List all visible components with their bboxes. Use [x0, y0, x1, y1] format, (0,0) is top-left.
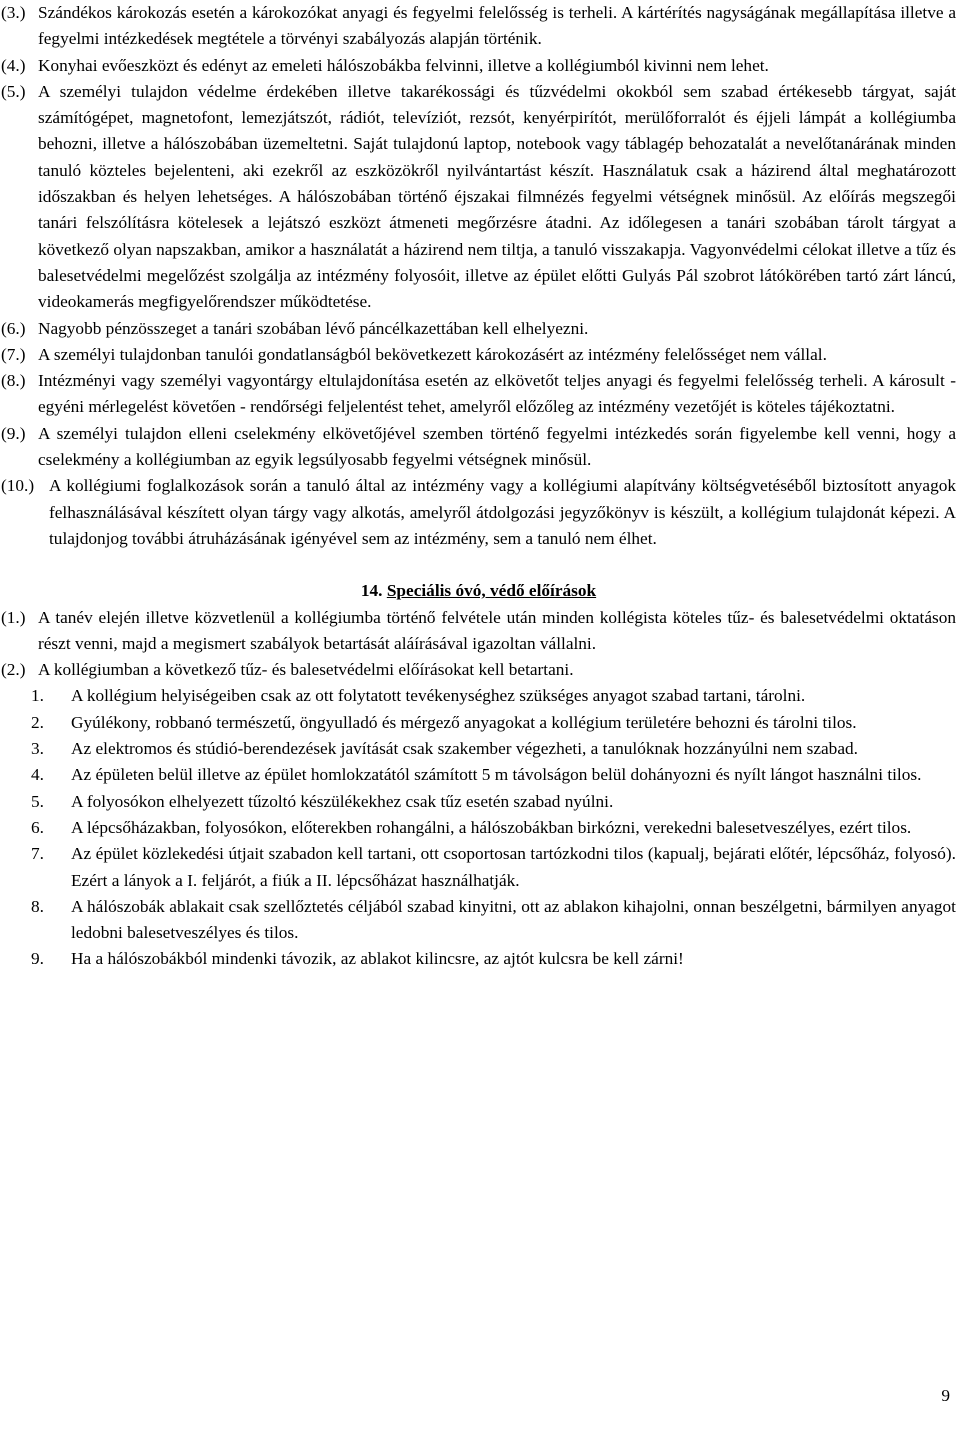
paragraph-1	[1, 605, 956, 658]
list-item-number: 2.	[31, 712, 44, 732]
list-item	[31, 736, 956, 762]
list-item	[31, 710, 956, 736]
list-item	[31, 894, 956, 947]
paragraph-number: (2.)	[1, 660, 26, 680]
list-item-text: A hálószobák ablakait csak szellőztetés céljából szabad kinyitni, ott az ablakon kihajolni, onnan beszélgetni, bármilyen anyagot ledobni balesetveszélyes és tilos.	[71, 896, 956, 943]
section-heading	[1, 578, 956, 604]
list-item-number: 8.	[31, 896, 44, 916]
paragraph-4	[1, 53, 956, 79]
paragraph-number: (10.)	[1, 476, 35, 496]
paragraph-text: A személyi tulajdonban tanulói gondatlanságból bekövetkezett károkozásért az intézmény felelősséget nem vállal.	[38, 344, 827, 364]
paragraph-text: Nagyobb pénzösszeget a tanári szobában lévő páncélkazettában kell elhelyezni.	[38, 318, 589, 338]
list-item-text: Az épületen belül illetve az épület homlokzatától számított 5 m távolságon belül dohányozni és nyílt lángot használni tilos.	[71, 765, 922, 785]
paragraph-number: (5.)	[1, 81, 26, 101]
paragraph-text: Intézményi vagy személyi vagyontárgy eltulajdonítása esetén az elkövetőt teljes anyagi és fegyelmi felelősség terheli. A károsult - egyéni mérlegelést követően - rendőrségi feljelentést tehet, amelyről előzőleg az intézmény vezetőjét is köteles tájékoztatni.	[38, 371, 956, 417]
paragraph-text: A személyi tulajdon elleni cselekmény elkövetőjével szemben történő fegyelmi intézkedés során figyelembe kell venni, hogy a cselekmény a kollégiumban az egyik legsúlyosabb fegyelmi vétségnek minősül.	[38, 423, 956, 470]
list-item-number: 3.	[31, 739, 44, 759]
paragraph-7	[1, 342, 956, 368]
list-item	[31, 762, 956, 788]
list-item-text: A kollégium helyiségeiben csak az ott folytatott tevékenységhez szükséges anyagot szabad tartani, tárolni.	[71, 686, 806, 706]
paragraph-9	[1, 421, 956, 474]
list-item-number: 4.	[31, 765, 44, 785]
list-item	[31, 789, 956, 815]
section-title: Speciális óvó, védő előírások	[386, 581, 597, 601]
paragraph-text: A tanév elején illetve közvetlenül a kollégiumba történő felvétele után minden kollégista köteles tűz- és balesetvédelmi oktatáson részt venni, majd a megismert szabályok betartását aláírásával igazoltan vállalni.	[38, 607, 956, 653]
paragraph-10	[1, 473, 956, 552]
page-number: 9	[941, 1386, 950, 1405]
paragraph-number: (1.)	[1, 607, 26, 627]
paragraph-number: (7.)	[1, 344, 26, 364]
list-item-number: 5.	[31, 791, 44, 811]
document-body	[1, 0, 956, 973]
paragraph-number: (4.)	[1, 55, 26, 75]
paragraph-text: A kollégiumi foglalkozások során a tanuló által az intézmény vagy a kollégiumi alapítvány költségvetéséből biztosított anyagok felhasználásával készített olyan tárgy vagy alkotás, amelyről átdolgozási jegyzőkönyv is készült, a kollégium tulajdonát képezi. A tulajdonjog további átruházásának igényével sem az intézmény, sem a tanuló nem élhet.	[49, 476, 956, 548]
list-item-number: 7.	[31, 844, 44, 864]
section-number: 14.	[360, 581, 383, 601]
paragraph-2	[1, 657, 956, 683]
list-item	[31, 815, 956, 841]
numbered-rule-list	[31, 683, 956, 972]
list-item-text: A lépcsőházakban, folyosókon, előterekben rohangálni, a hálószobákban birkózni, verekedni balesetveszélyes, ezért tilos.	[71, 817, 912, 837]
paragraph-6	[1, 316, 956, 342]
list-item	[31, 683, 956, 709]
paragraph-text: Szándékos károkozás esetén a károkozókat anyagi és fegyelmi felelősség is terheli. A kártérítés nagyságának megállapítása illetve a fegyelmi intézkedések megtétele a törvényi szabályozás alapján történik.	[38, 3, 956, 49]
list-item	[31, 841, 956, 894]
list-item-text: A folyosókon elhelyezett tűzoltó készülékekhez csak tűz esetén szabad nyúlni.	[71, 791, 614, 811]
paragraph-number: (8.)	[1, 371, 26, 391]
list-item-text: Az elektromos és stúdió-berendezések javítását csak szakember végezheti, a tanulóknak hozzányúlni nem szabad.	[71, 739, 858, 759]
paragraph-text: A kollégiumban a következő tűz- és balesetvédelmi előírásokat kell betartani.	[38, 660, 574, 680]
paragraph-5	[1, 79, 956, 316]
list-item-number: 6.	[31, 817, 44, 837]
list-item-number: 9.	[31, 949, 44, 969]
paragraph-3	[1, 0, 956, 53]
paragraph-8	[1, 368, 956, 421]
paragraph-number: (3.)	[1, 3, 26, 22]
paragraph-number: (9.)	[1, 423, 26, 443]
paragraph-number: (6.)	[1, 318, 26, 338]
list-item-text: Ha a hálószobákból mindenki távozik, az ablakot kilincsre, az ajtót kulcsra be kell zárni!	[71, 949, 684, 969]
list-item	[31, 946, 956, 972]
list-item-text: Gyúlékony, robbanó természetű, öngyulladó és mérgező anyagokat a kollégium területére behozni és tárolni tilos.	[71, 712, 857, 732]
paragraph-text: Konyhai evőeszközt és edényt az emeleti hálószobákba felvinni, illetve a kollégiumból kivinni nem lehet.	[38, 55, 769, 75]
list-item-number: 1.	[31, 686, 44, 706]
paragraph-text: A személyi tulajdon védelme érdekében illetve takarékossági és tűzvédelmi okokból sem szabad értékesebb tárgyat, saját számítógépet, magnetofont, lemezjátszót, rádiót, televíziót, rezsót, kenyérpirítót, merülőforralót és éjjeli lámpát a kollégiumba behozni, illetve a hálószobában üzemeltetni. Saját tulajdonú laptop, notebook vagy táblagép behozatalát a nevelőtanárának minden tanuló közteles bejelenteni, aki ezekről az eszközökről nyilvántartást készít. Használatuk csak a házirend által meghatározott időszakban és helyen lehetséges. A hálószobában történő éjszakai filmnézés fegyelmi vétségnek minősül. Az előírás megszegői tanári felszólításra kötelesek a lejátszó eszközt átmeneti megőrzésre átadni. Az időlegesen a tanári szobában tárolt tárgyat a következő olyan napszakban, amikor a használatát a házirend nem tiltja, a tanuló visszakapja. Vagyonvédelmi célokat illetve a tűz és balesetvédelmi megelőzést szolgálja az intézmény folyosóit, illetve az épület előtti Gulyás Pál szobrot látókörében tartó zárt láncú, videokamerás megfigyelőrendszer működtetése.	[38, 81, 956, 312]
list-item-text: Az épület közlekedési útjait szabadon kell tartani, ott csoportosan tartózkodni tilos (kapualj, bejárati előtér, lépcsőház, folyosó). Ezért a lányok a I. feljárót, a fiúk a II. lépcsőházat használhatják.	[71, 844, 956, 890]
